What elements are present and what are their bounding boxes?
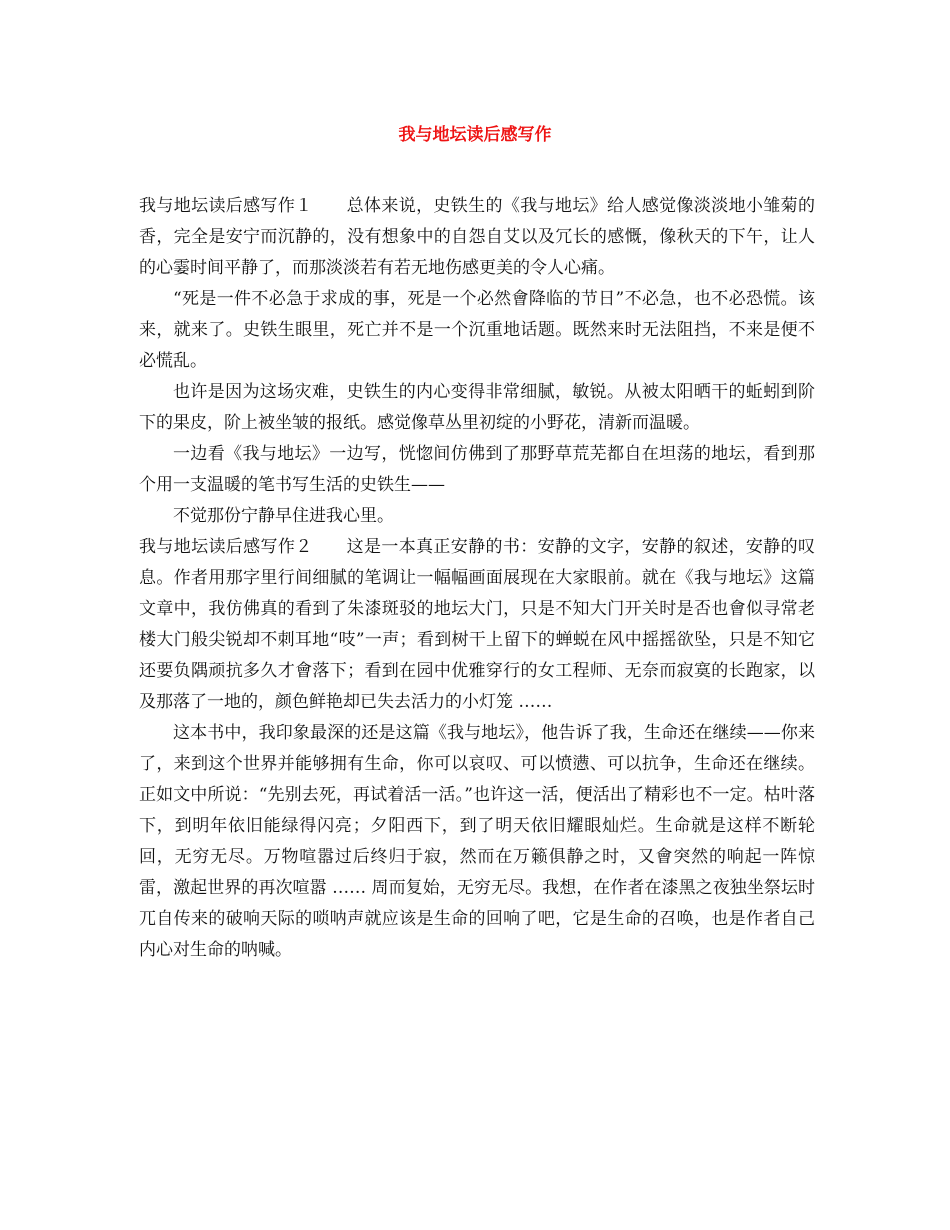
- section-1-first-paragraph: [139, 191, 815, 284]
- document-title: 我与地坛读后感写作: [398, 125, 552, 145]
- section-heading: 我与地坛读后感写作１: [139, 196, 313, 216]
- paragraph-text: 总体来说，史铁生的《我与地坛》给人感觉像淡淡地小雏菊的香，完全是安宁而沉静的，没有想象中的自怨自艾以及冗长的感慨，像秋天的下午，让人的心霎时间平静了，而那淡淡若有若无地伤感更美的令人心痛。: [139, 196, 816, 278]
- paragraph: 一边看《我与地坛》一边写，恍惚间仿佛到了那野草荒芜都自在坦荡的地坛，看到那个用一支温暖的笔书写生活的史铁生——: [139, 444, 815, 495]
- document-body: [139, 191, 815, 966]
- paragraph: 这本书中，我印象最深的还是这篇《我与地坛》，他告诉了我，生命还在继续——你来了，来到这个世界并能够拥有生命，你可以哀叹、可以愤懑、可以抗争，生命还在继续。正如文中所说：“先别去死，再试着活一活。”也许这一活，便活出了精彩也不一定。枯叶落下，到明年依旧能绿得闪亮；夕阳西下，到了明天依旧耀眼灿烂。生命就是这样不断轮回，无穷无尽。万物喧嚣过后终归于寂，然而在万籁俱静之时，又會突然的响起一阵惊雷，激起世界的再次喧嚣 …… 周而复始，无穷无尽。我想，在作者在漆黑之夜独坐祭坛时兀自传来的破响天际的唢呐声就应该是生命的回响了吧，它是生命的召唤，也是作者自己内心对生命的呐喊。: [139, 723, 815, 960]
- paragraph-text: 这是一本真正安静的书：安静的文字，安静的叙述，安静的叹息。作者用那字里行间细腻的笔调让一幅幅画面展现在大家眼前。就在《我与地坛》这篇文章中，我仿佛真的看到了朱漆斑驳的地坛大门，只是不知大门开关时是否也會似寻常老楼大门般尖锐却不刺耳地“吱”一声；看到树干上留下的蝉蜕在风中摇摇欲坠，只是不知它还要负隅顽抗多久才會落下；看到在园中优雅穿行的女工程师、无奈而寂寞的长跑家，以及那落了一地的，颜色鲜艳却已失去活力的小灯笼 ……: [139, 537, 816, 712]
- paragraph: 不觉那份宁静早住进我心里。: [173, 506, 394, 526]
- paragraph: “死是一件不必急于求成的事，死是一个必然會降临的节日”不必急，也不必恐慌。该来，就来了。史铁生眼里，死亡并不是一个沉重地话题。既然来时无法阻挡，不来是便不必慌乱。: [139, 289, 815, 371]
- section-2-first-paragraph: [139, 532, 815, 718]
- paragraph: 也许是因为这场灾难，史铁生的内心变得非常细腻，敏锐。从被太阳晒干的蚯蚓到阶下的果皮，阶上被坐皱的报纸。感觉像草丛里初绽的小野花，清新而温暖。: [139, 382, 815, 433]
- section-heading: 我与地坛读后感写作２: [139, 537, 313, 557]
